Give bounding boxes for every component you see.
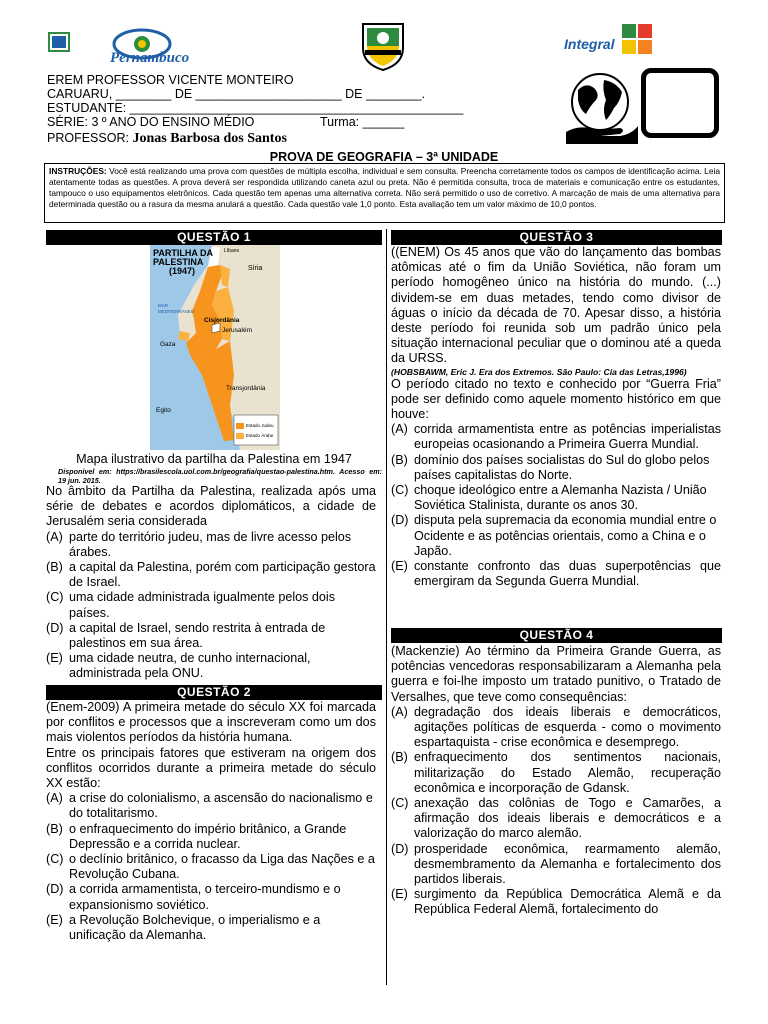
map-year: (1947): [169, 266, 196, 276]
map-label-libano: Líbano: [224, 248, 240, 254]
pernambuco-logo: [44, 22, 190, 67]
q3-option-c[interactable]: [391, 483, 721, 513]
professor-line: [47, 131, 287, 146]
option-letter: (D): [391, 841, 409, 856]
option-letter: (A): [391, 422, 408, 437]
option-letter: (B): [46, 821, 63, 836]
q4-option-b[interactable]: [391, 750, 721, 796]
option-letter: (C): [46, 852, 64, 867]
q3-option-b[interactable]: [391, 453, 721, 483]
question-3-stem: ((ENEM) Os 45 anos que vão do lançamento das bombas atômicas até o fim da União Soviética, não foram um período homogêneo único na história do mundo. (...) dividem-se em duas metades, tendo como divisor de águas o início da década de 70. Apesar disso, a história deste período foi reunida sob um padrão único pela situação internacional peculiar que o dominou até a queda da URSS.: [391, 245, 721, 366]
q2-option-d[interactable]: [46, 882, 376, 912]
q3-option-d[interactable]: [391, 513, 721, 559]
map-title-line1: PARTILHA DA: [153, 248, 213, 258]
option-letter: (E): [46, 651, 63, 666]
q4-option-a[interactable]: [391, 705, 721, 751]
option-text: corrida armamentista entre as potências imperialistas europeias ocasionando a Primeira Guerra Mundial.: [414, 422, 721, 452]
turma-field[interactable]: Turma: ______: [320, 115, 405, 129]
option-letter: (B): [391, 452, 408, 467]
option-text: prosperidade econômica, rearmamento alemão, desmembramento da Alemanha e fortalecimento dos partidos liberais.: [414, 841, 721, 887]
map-label-egito: Egito: [156, 407, 171, 414]
option-text: parte do território judeu, mas de livre acesso pelos árabes.: [69, 529, 352, 559]
palestine-map: [150, 245, 280, 450]
option-text: enfraquecimento dos sentimentos nacionais, militarização do Estado Alemão, recuperação econômica e incorporação de Gdansk.: [414, 750, 721, 795]
map-label-gaza: Gaza: [160, 341, 176, 348]
option-text: a corrida armamentista, o terceiro-mundismo e o expansionismo soviético.: [69, 882, 341, 912]
option-letter: (B): [391, 750, 408, 765]
q4-option-d[interactable]: [391, 842, 721, 888]
option-letter: (C): [391, 796, 409, 811]
series-label: SÉRIE: 3 º ANO DO ENSINO MÉDIO: [47, 115, 255, 129]
q2-option-b[interactable]: [46, 822, 376, 852]
option-text: disputa pela supremacia da economia mundial entre o Ocidente e as potências orientais, como a China e o Japão.: [414, 513, 717, 558]
option-letter: (C): [391, 483, 409, 498]
grade-box[interactable]: [641, 68, 719, 138]
question-1-body: [46, 484, 376, 682]
professor-label: PROFESSOR:: [47, 131, 129, 145]
map-title: [153, 249, 213, 276]
question-4-body: [391, 644, 721, 918]
option-text: a Revolução Bolchevique, o imperialismo e a unificação da Alemanha.: [69, 912, 321, 943]
map-caption: Mapa ilustrativo da partilha da Palestina em 1947: [76, 452, 352, 466]
option-letter: (A): [46, 529, 63, 544]
school-name: EREM PROFESSOR VICENTE MONTEIRO: [47, 73, 294, 87]
option-letter: (E): [391, 559, 408, 574]
q4-option-e[interactable]: [391, 887, 721, 917]
option-letter: (C): [46, 590, 64, 605]
option-text: constante confronto das duas superpotências que emergiram da Segunda Guerra Mundial.: [414, 559, 721, 589]
integral-logo-text: Integral: [564, 36, 615, 52]
option-text: degradação dos ideais liberais e democráticos, agitações políticas de esquerda - como o movimento espartaquista - crise econômica e desemprego.: [414, 704, 721, 750]
option-letter: (D): [46, 620, 64, 635]
option-text: a crise do colonialismo, a ascensão do nacionalismo e do totalitarismo.: [69, 791, 373, 821]
exam-title: PROVA DE GEOGRAFIA – 3ª UNIDADE: [269, 150, 499, 164]
q1-option-a[interactable]: [46, 530, 376, 560]
column-divider: [386, 229, 387, 985]
q3-option-e[interactable]: [391, 559, 721, 589]
map-label-siria: Síria: [248, 265, 263, 272]
q1-option-d[interactable]: [46, 621, 376, 651]
map-title-line2: PALESTINA: [153, 257, 204, 267]
option-letter: (A): [391, 704, 408, 719]
question-3-stem-2: O período citado no texto e conhecido por “Guerra Fria” pode ser definido como aquele momento histórico em que houve:: [391, 376, 721, 422]
q1-option-e[interactable]: [46, 651, 376, 681]
option-letter: (D): [391, 513, 409, 528]
globe-hand-icon: [560, 70, 640, 148]
question-3-body: [391, 245, 721, 589]
student-line[interactable]: ESTUDANTE: ________________________________________________: [47, 101, 464, 115]
q2-option-e[interactable]: [46, 913, 376, 943]
question-1-stem: No âmbito da Partilha da Palestina, realizada após uma série de debates e acordos diplomáticos, a cidade de Jerusalém seria considerada: [46, 484, 376, 529]
option-text: domínio dos países socialistas do Sul do globo pelos países capitalistas do Norte.: [414, 452, 710, 482]
map-source: Disponível em: https://brasilescola.uol.com.br/geografia/questao-palestina.htm. Acesso em: 19 jun. 2015.: [58, 467, 382, 486]
option-text: uma cidade administrada igualmente pelos dois países.: [69, 590, 336, 620]
option-text: a capital da Palestina, porém com participação gestora de Israel.: [69, 560, 376, 590]
instructions-label: INSTRUÇÕES:: [49, 166, 107, 176]
q4-option-c[interactable]: [391, 796, 721, 842]
question-4-heading: QUESTÃO 4: [391, 628, 722, 643]
integral-logo: [560, 22, 655, 64]
question-2-body: [46, 700, 376, 943]
q2-option-a[interactable]: [46, 791, 376, 821]
option-text: o enfraquecimento do império britânico, a Grande Depressão e a corrida nuclear.: [69, 821, 347, 851]
option-letter: (A): [46, 791, 63, 806]
question-1-heading: QUESTÃO 1: [46, 230, 382, 245]
professor-name: Jonas Barbosa dos Santos: [132, 131, 287, 146]
q1-option-b[interactable]: [46, 560, 376, 590]
option-letter: (D): [46, 882, 64, 897]
map-label-mar: MAR MEDITERRÂNEO: [158, 303, 195, 314]
pernambuco-logo-text: Pernambuco: [110, 50, 190, 66]
option-letter: (B): [46, 560, 63, 575]
option-text: anexação das colônias de Togo e Camarões, a afirmação dos ideais liberais e democráticos e a valorização do marco alemão.: [414, 796, 721, 841]
q3-option-a[interactable]: [391, 422, 721, 452]
school-crest: [355, 18, 411, 72]
instructions-box: [44, 163, 725, 223]
map-label-jerusalem: Jerusalém: [222, 327, 252, 334]
option-letter: (E): [46, 912, 63, 927]
q2-option-c[interactable]: [46, 852, 376, 882]
question-2-stem-2: Entre os principais fatores que estiveram na origem dos conflitos ocorridos durante a primeira metade do século XX estão:: [46, 745, 376, 791]
question-4-stem: (Mackenzie) Ao término da Primeira Grande Guerra, as potências vencedoras responsabilizaram a Alemanha pela guerra e foi-lhe imposto um tratado punitivo, o Tratado de Versalhes, que teve como consequências:: [391, 644, 721, 704]
option-text: choque ideológico entre a Alemanha Nazista / União Soviética Stalinista, durante os anos 30.: [414, 483, 707, 513]
option-text: o declínio britânico, o fracasso da Liga das Nações e a Revolução Cubana.: [69, 852, 375, 882]
instructions-text: Você está realizando uma prova com questões de múltipla escolha, individual e sem consulta. Preencha corretamente todos os campos de identificação acima. Leia atentamente todas as questões. A prova deverá ser respondida utilizando caneta azul ou preta. Não é permitida consulta, troca de materiais e comunicação entre os estudantes, tampouco o uso equipamentos eletrônicos. Cada questão tem apenas uma alternativa correta. Não será permitido o uso de corretivo. A marcação de mais de uma alternativa para determinada questão ou a rasura da mesma anulará a questão. Cada questão vale 1,0 ponto. Esta avaliação tem um valor máximo de 10,0 pontos.: [49, 166, 721, 209]
map-legend-arabe: Estado Árabe: [246, 433, 274, 438]
option-text: surgimento da República Democrática Alemã e da República Federal Alemã, fortalecimento do: [414, 887, 721, 917]
map-label-cisjordania: Cisjordânia: [204, 317, 240, 324]
city-date-line[interactable]: CARUARU, ________ DE _____________________ DE ________.: [47, 87, 426, 101]
option-text: uma cidade neutra, de cunho internacional, administrada pela ONU.: [69, 651, 311, 681]
question-2-heading: QUESTÃO 2: [46, 685, 382, 700]
question-3-citation: (HOBSBAWM, Eric J. Era dos Extremos. São Paulo: Cia das Letras,1996): [391, 366, 687, 377]
question-2-stem: (Enem-2009) A primeira metade do século XX foi marcada por conflitos e processos que a inscreveram como um dos mais violentos períodos da história humana.: [46, 700, 376, 745]
map-legend-judeu: Estado Judeu: [246, 423, 274, 428]
question-3-heading: QUESTÃO 3: [391, 230, 722, 245]
option-text: a capital de Israel, sendo restrita à entrada de palestinos em sua área.: [69, 620, 326, 651]
map-label-transjordania: Transjordânia: [226, 385, 266, 392]
option-letter: (E): [391, 887, 408, 902]
q1-option-c[interactable]: [46, 590, 376, 620]
